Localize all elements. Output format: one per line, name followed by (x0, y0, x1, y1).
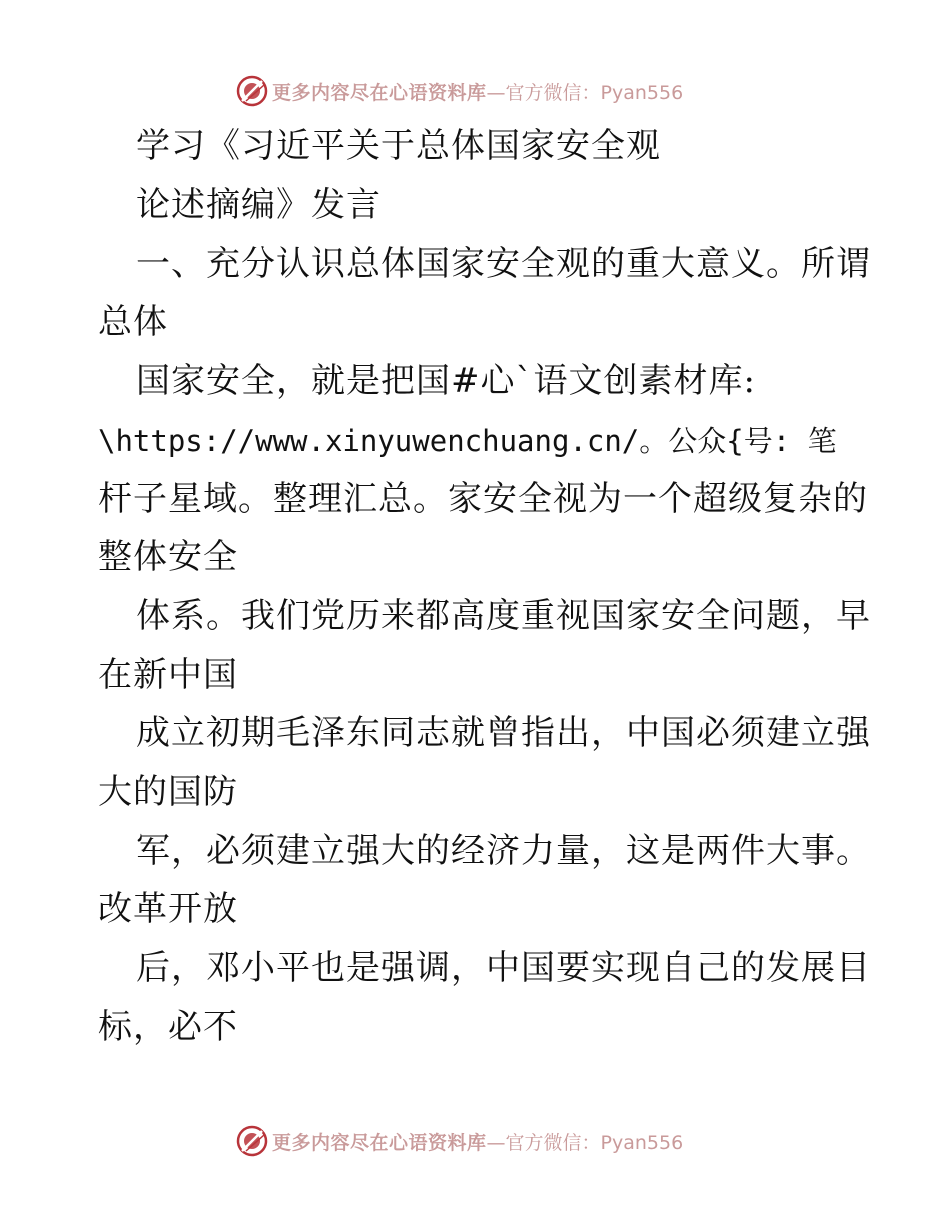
url-text: \https://www.xinyuwenchuang.cn/。公众{号: 笔 (98, 424, 837, 458)
doc-line-url (98, 420, 837, 461)
doc-line: 改革开放 (98, 889, 238, 929)
doc-line: 总体 (98, 302, 168, 342)
watermark-sub: —官方微信：Pyan556 (486, 1131, 684, 1154)
doc-line: 标，必不 (98, 1007, 238, 1047)
doc-line: 后，邓小平也是强调，中国要实现自己的发展目 (136, 948, 871, 988)
watermark-text: 更多内容尽在心语资料库 (272, 81, 487, 104)
doc-line: 在新中国 (98, 655, 238, 695)
doc-line: 学习《习近平关于总体国家安全观 (136, 126, 661, 166)
doc-line: 论述摘编》发言 (136, 185, 381, 225)
header-watermark (236, 74, 683, 108)
footer-watermark (236, 1124, 683, 1158)
doc-line: 成立初期毛泽东同志就曾指出，中国必须建立强 (136, 713, 871, 753)
doc-line: 杆子星域。整理汇总。家安全视为一个超级复杂的 (98, 479, 868, 519)
doc-line: 体系。我们党历来都高度重视国家安全问题，早 (136, 596, 871, 636)
doc-line: 军，必须建立强大的经济力量，这是两件大事。 (136, 831, 871, 871)
watermark-text: 更多内容尽在心语资料库 (272, 1131, 487, 1154)
doc-line: 一、充分认识总体国家安全观的重大意义。所谓 (136, 244, 871, 284)
doc-line: 国家安全，就是把国#心`语文创素材库: (136, 361, 756, 401)
watermark-sub: —官方微信：Pyan556 (486, 81, 684, 104)
seal-logo-icon (236, 75, 268, 107)
doc-line: 大的国防 (98, 772, 238, 812)
seal-logo-icon (236, 1125, 268, 1157)
doc-line: 整体安全 (98, 537, 238, 577)
